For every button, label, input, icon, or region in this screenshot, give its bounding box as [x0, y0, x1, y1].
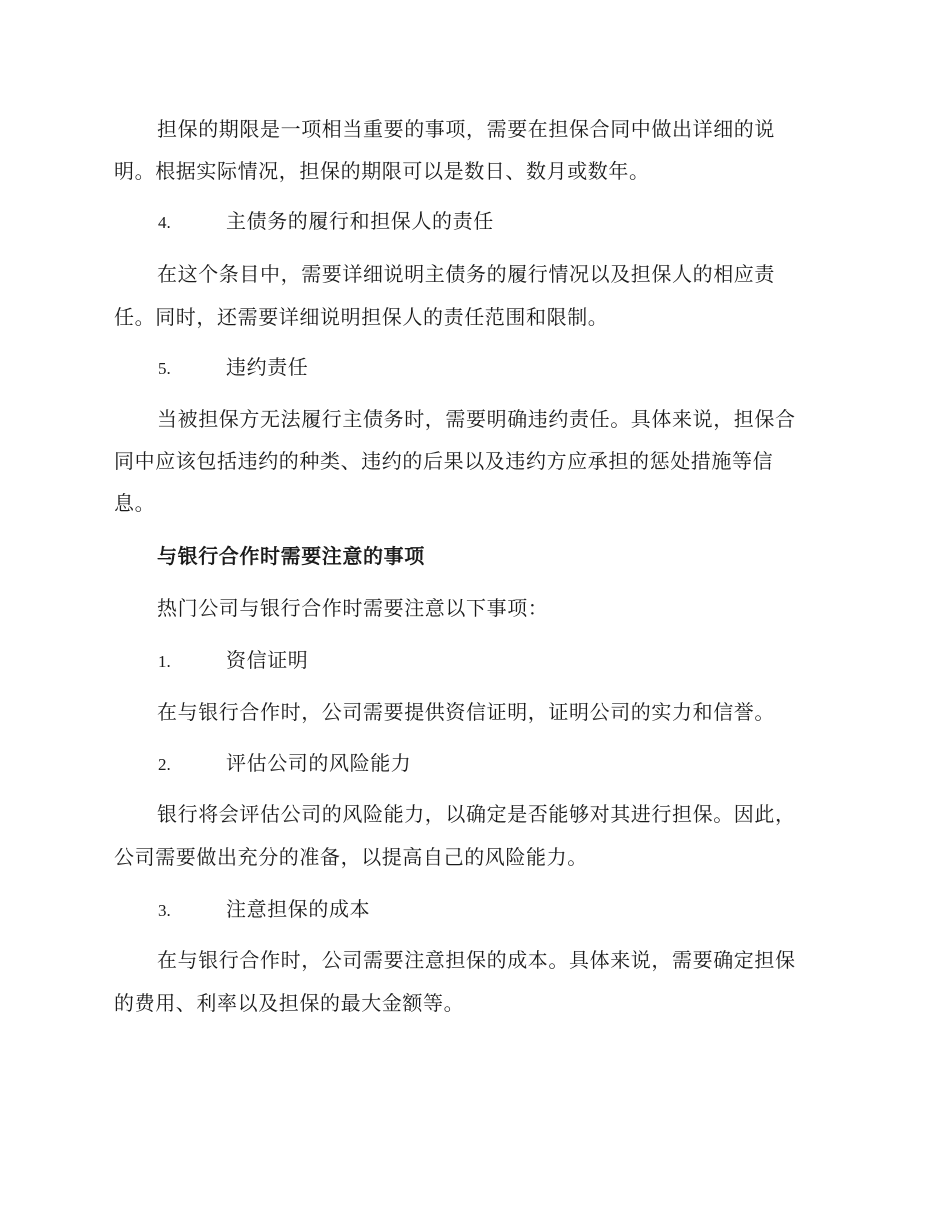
list-number: 5. [158, 359, 171, 378]
paragraph-s1-line-1: 在与银行合作时，公司需要提供资信证明，证明公司的实力和信誉。 [157, 700, 775, 724]
list-item-title: 主债务的履行和担保人的责任 [226, 209, 494, 233]
paragraph-item4-line-1: 在这个条目中，需要详细说明主债务的履行情况以及担保人的相应责 [157, 262, 775, 286]
list-number: 2. [158, 755, 171, 774]
paragraph-s2-line-1: 银行将会评估公司的风险能力，以确定是否能够对其进行担保。因此， [157, 802, 796, 826]
paragraph-s3-line-2: 的费用、利率以及担保的最大金额等。 [114, 991, 465, 1015]
paragraph-s3-line-1: 在与银行合作时，公司需要注意担保的成本。具体来说，需要确定担保 [157, 948, 796, 972]
paragraph-item5-line-2: 同中应该包括违约的种类、违约的后果以及违约方应承担的惩处措施等信 [114, 449, 774, 473]
paragraph-s2-line-2: 公司需要做出充分的准备，以提高自己的风险能力。 [114, 845, 588, 869]
paragraph-term-line-1: 担保的期限是一项相当重要的事项，需要在担保合同中做出详细的说 [157, 117, 775, 141]
paragraph-item4-line-2: 任。同时，还需要详细说明担保人的责任范围和限制。 [114, 305, 609, 329]
list-item-title: 资信证明 [226, 648, 309, 672]
list-item-title: 违约责任 [226, 355, 309, 379]
list-number: 4. [158, 213, 171, 232]
list-item-title: 评估公司的风险能力 [226, 751, 412, 775]
list-number: 3. [158, 901, 171, 920]
list-number: 1. [158, 652, 171, 671]
paragraph-term-line-2: 明。根据实际情况，担保的期限可以是数日、数月或数年。 [114, 159, 650, 183]
paragraph-item5-line-1: 当被担保方无法履行主债务时，需要明确违约责任。具体来说，担保合 [157, 407, 796, 431]
paragraph-item5-line-3: 息。 [114, 491, 156, 515]
section-intro: 热门公司与银行合作时需要注意以下事项： [157, 596, 549, 620]
section-heading: 与银行合作时需要注意的事项 [157, 544, 425, 568]
list-item-title: 注意担保的成本 [226, 897, 371, 921]
